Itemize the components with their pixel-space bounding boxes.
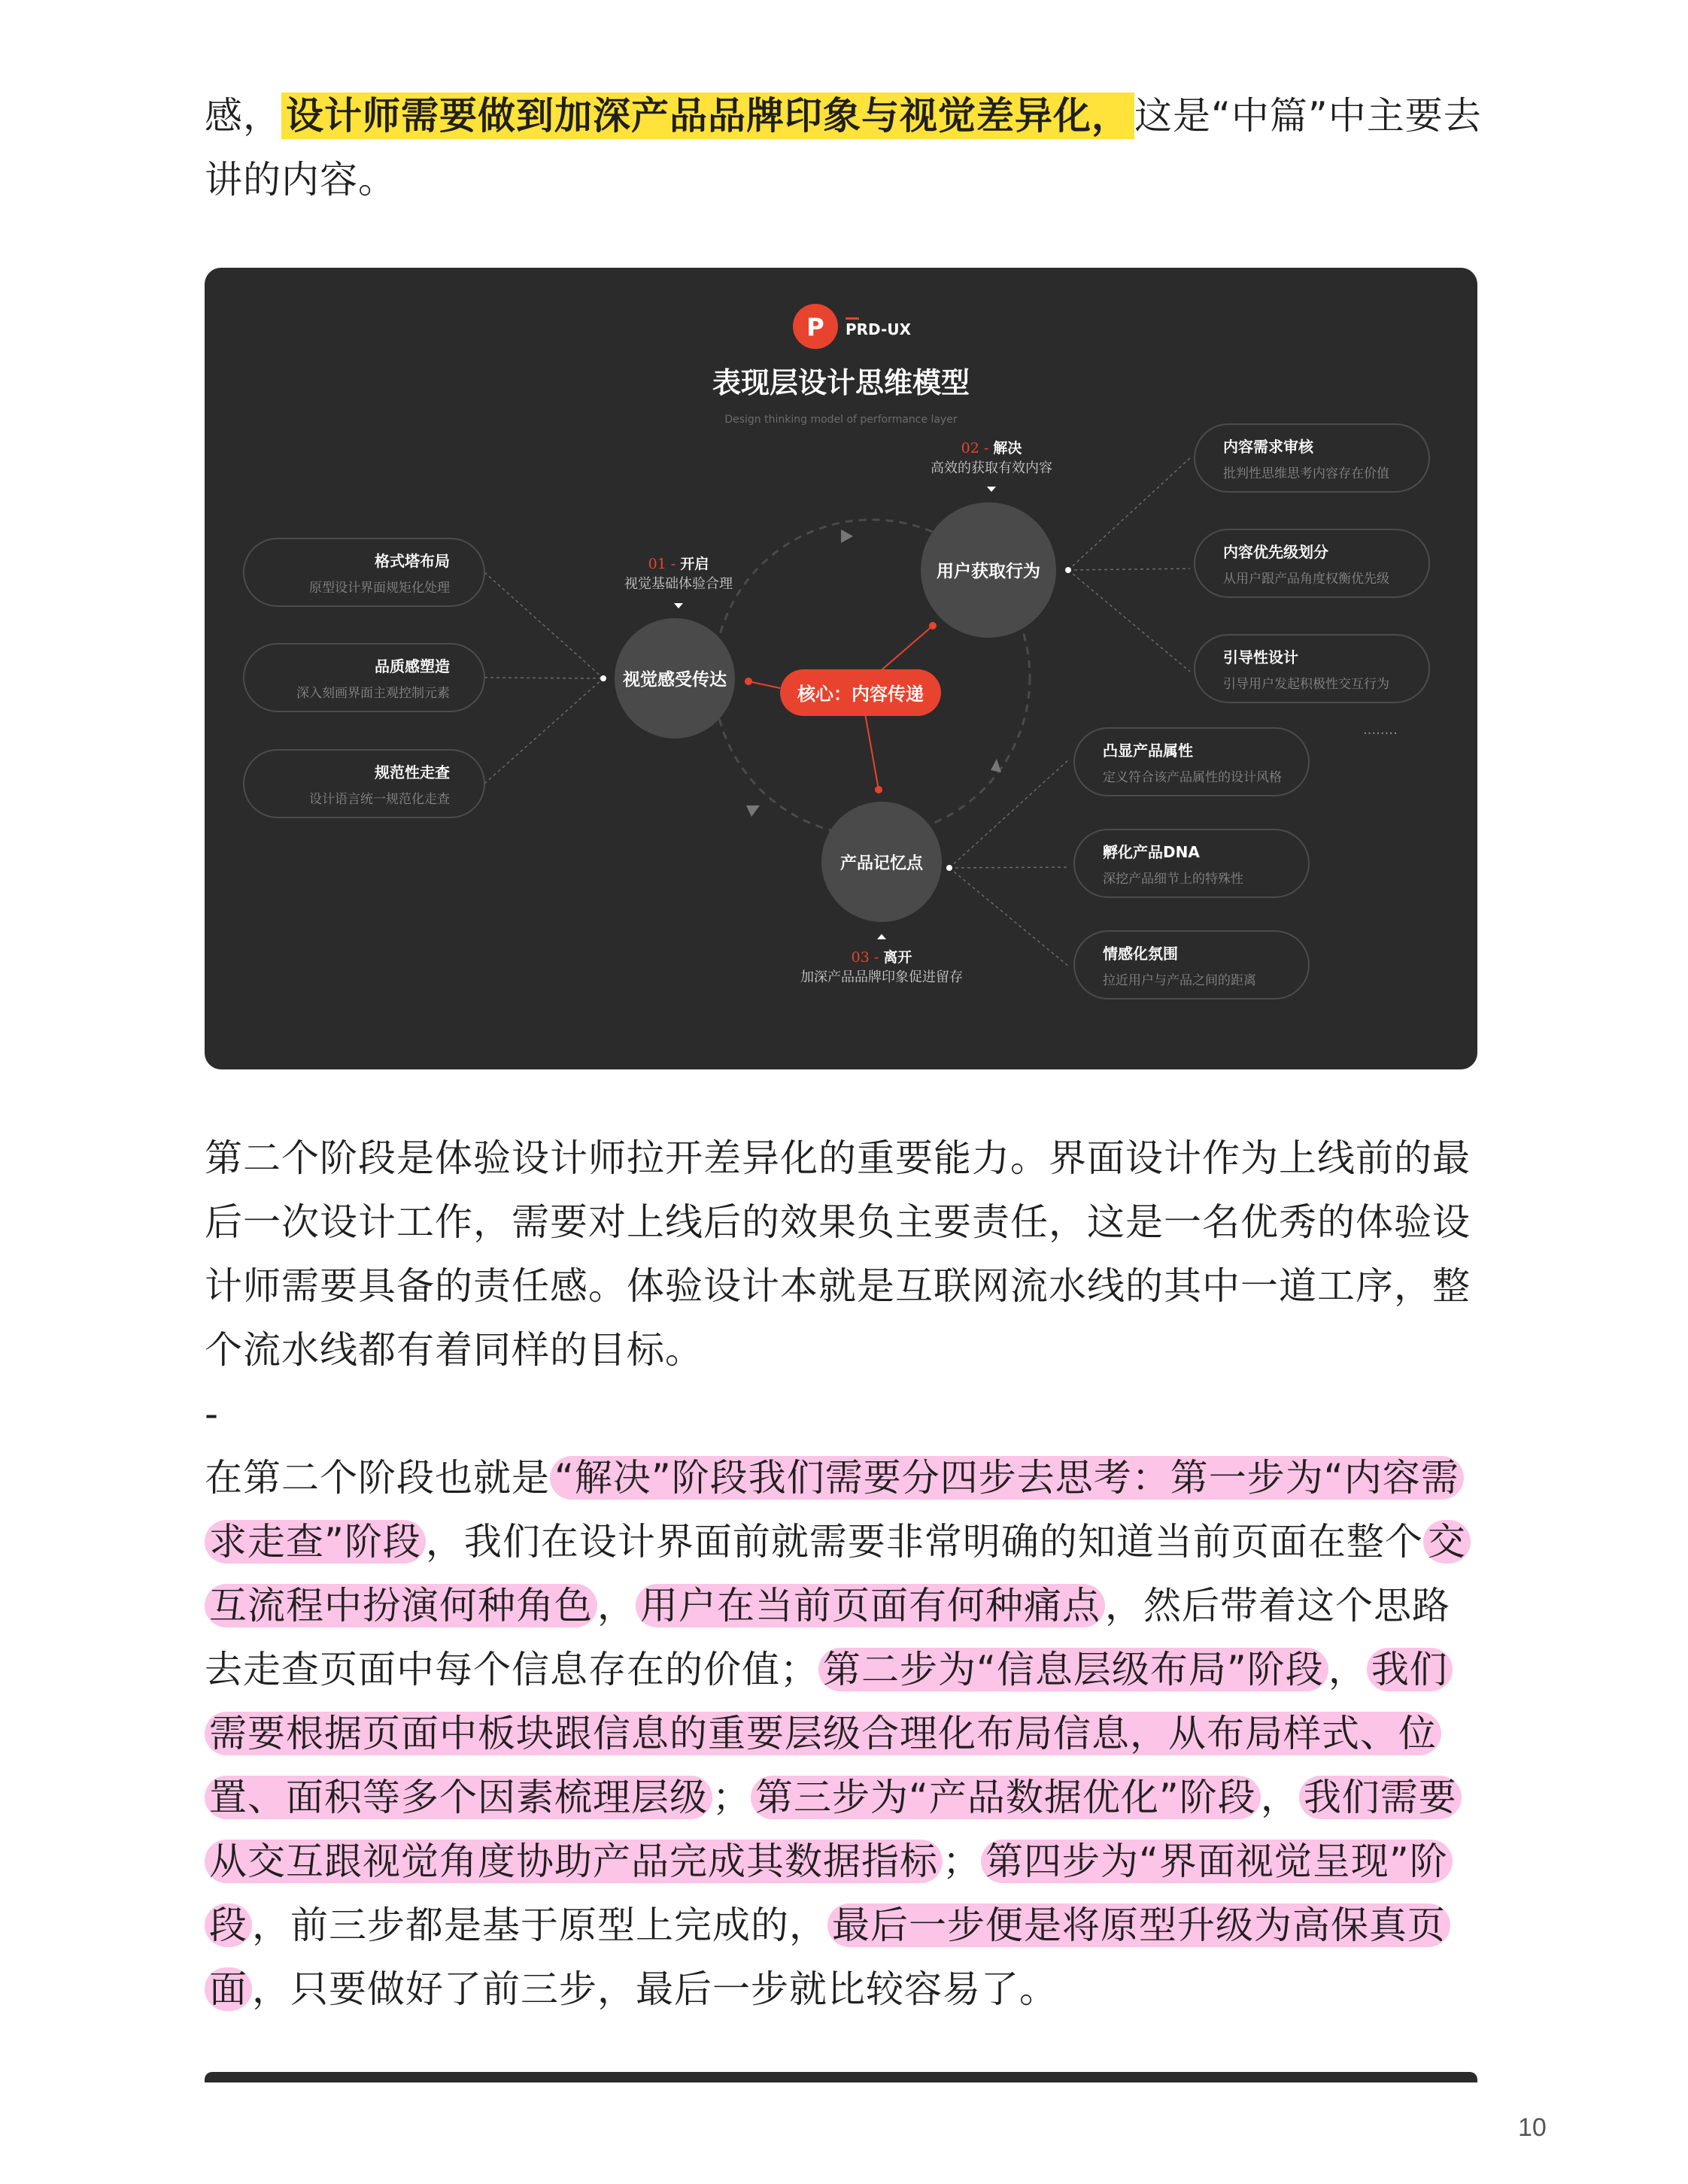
stage-2-down-arrow: [987, 487, 996, 492]
connector-dot: [1065, 567, 1071, 573]
svg-text:格式塔布局: 格式塔布局: [375, 552, 450, 570]
svg-text:凸显产品属性: 凸显产品属性: [1103, 742, 1193, 760]
page-number: 10: [1518, 2113, 1547, 2142]
link-left-1: [484, 572, 603, 678]
highlighted-segment: 用户在当前页面有何种痛点: [636, 1584, 1105, 1627]
stage-2-heading: 02 - 解决: [961, 440, 1022, 457]
text-segment: ，只要做好了前三步，最后一步就比较容易了。: [252, 1967, 1058, 2011]
highlighted-segment: 交互流程中扮演何种角色: [205, 1520, 1471, 1627]
stage-2-desc: 高效的获取有效内容: [931, 460, 1052, 476]
connector-dot: [745, 678, 752, 685]
svg-text:深入刻画界面主观控制元素: 深入刻画界面主观控制元素: [296, 686, 450, 701]
intro-prefix: 感，: [205, 94, 281, 138]
cycle-arrow-2: [991, 759, 1001, 772]
text-segment: ，然后带着这个思路去走查页面中每个信息存在的价值；: [205, 1584, 1450, 1691]
link-rb-1: [949, 759, 1070, 868]
cycle-arrow-1: [841, 529, 853, 543]
cycle-arrow-3: [746, 805, 760, 817]
link-rt-1: [1068, 458, 1190, 570]
right-bottom-card-1: [1074, 728, 1309, 796]
paragraph-3: [205, 1446, 1483, 2022]
intro-paragraph: [205, 84, 1483, 212]
link-left-3: [484, 678, 603, 784]
figure-subtitle: Design thinking model of performance layer: [724, 414, 958, 426]
svg-text:定义符合该产品属性的设计风格: 定义符合该产品属性的设计风格: [1103, 770, 1282, 785]
svg-text:引导用户发起积极性交互行为: 引导用户发起积极性交互行为: [1223, 677, 1389, 692]
svg-text:从用户跟产品角度权衡优先级: 从用户跟产品角度权衡优先级: [1223, 572, 1389, 587]
stage-1-heading: 01 - 开启: [648, 556, 709, 572]
stage-node-2-label: 用户获取行为: [937, 561, 1040, 581]
stage-1-down-arrow: [674, 603, 683, 608]
stage-3-heading: 03 - 离开: [851, 949, 912, 966]
highlighted-segment: 第四步为“界面视觉呈现”阶段: [205, 1840, 1453, 1947]
more-ellipsis: ........: [1363, 722, 1398, 738]
svg-text:孵化产品DNA: 孵化产品DNA: [1103, 843, 1200, 861]
text-segment: 在第二个阶段也就是: [205, 1456, 550, 1500]
text-segment: ，前三步都是基于原型上完成的，: [252, 1903, 827, 1947]
stage-3-desc: 加深产品品牌印象促进留存: [800, 969, 963, 985]
svg-text:规范性走查: 规范性走查: [375, 763, 450, 781]
connector-dot: [875, 786, 882, 793]
left-card-3: [244, 750, 484, 817]
text-segment: ，我们在设计界面前就需要非常明确的知道当前页面在整个: [425, 1520, 1423, 1564]
intro-suffix: 这是“中篇”中主要去讲的内容。: [205, 94, 1482, 202]
svg-text:深挖产品细节上的特殊性: 深挖产品细节上的特殊性: [1103, 872, 1243, 887]
dash-separator: -: [205, 1392, 220, 1436]
core-link-stage1: [748, 681, 780, 688]
connector-dot: [600, 675, 606, 681]
intro-highlight: 设计师需要做到加深产品品牌印象与视觉差异化，: [281, 93, 1134, 139]
core-label: 核心：内容传递: [797, 683, 924, 705]
svg-text:引导性设计: 引导性设计: [1223, 648, 1298, 666]
connector-dot: [929, 622, 937, 629]
right-bottom-card-3: [1074, 931, 1309, 999]
svg-text:设计语言统一规范化走查: 设计语言统一规范化走查: [309, 792, 450, 807]
highlighted-segment: “解决”阶段我们需要分四步去思考：第一步为“内容需求走查”阶段: [205, 1456, 1464, 1564]
stage-1-desc: 视觉基础体验合理: [624, 576, 733, 592]
text-segment: ；: [712, 1776, 751, 1819]
highlighted-segment: 我们需要根据页面中板块跟信息的重要层级合理化布局信息，从布局样式、位置、面积等多个因素梳理层级: [205, 1648, 1453, 1819]
svg-text:内容优先级划分: 内容优先级划分: [1223, 543, 1328, 561]
right-top-card-2: [1195, 529, 1429, 597]
highlighted-segment: 最后一步便是将原型升级为高保真页面: [205, 1903, 1450, 2011]
svg-text:情感化氛围: 情感化氛围: [1103, 945, 1178, 963]
text-segment: ；: [943, 1840, 981, 1883]
thinking-model-diagram: [205, 268, 1477, 1069]
stage-node-3-label: 产品记忆点: [839, 854, 924, 873]
paragraph-2: 第二个阶段是体验设计师拉开差异化的重要能力。界面设计作为上线前的最后一次设计工作，需要对上线后的效果负主要责任，这是一名优秀的体验设计师需要具备的责任感。体验设计本就是互联网流水线的其中一道工序，整个流水线都有着同样的目标。: [205, 1136, 1471, 1372]
thinking-model-figure: [205, 268, 1477, 1069]
text-segment: ，: [597, 1584, 636, 1627]
svg-text:拉近用户与产品之间的距离: 拉近用户与产品之间的距离: [1103, 973, 1256, 988]
svg-text:内容需求审核: 内容需求审核: [1223, 438, 1313, 456]
logo-text: PRD-UX: [846, 320, 911, 338]
link-rb-2: [949, 867, 1070, 868]
right-top-card-1: [1195, 424, 1429, 492]
connector-dot: [946, 865, 952, 871]
svg-text:品质感塑造: 品质感塑造: [375, 657, 450, 675]
right-top-card-3: [1195, 635, 1429, 702]
svg-text:批判性思维思考内容存在价值: 批判性思维思考内容存在价值: [1223, 466, 1389, 481]
highlighted-segment: 第三步为“产品数据优化”阶段: [751, 1776, 1261, 1819]
stage-node-1-label: 视觉感受传达: [623, 669, 727, 690]
left-card-2: [244, 644, 484, 711]
link-rt-2: [1068, 569, 1190, 570]
svg-text:原型设计界面规矩化处理: 原型设计界面规矩化处理: [309, 581, 450, 596]
highlighted-segment: 第二步为“信息层级布局”阶段: [818, 1648, 1328, 1691]
link-rt-3: [1068, 570, 1190, 672]
logo-letter: P: [806, 313, 824, 341]
right-bottom-card-2: [1074, 830, 1309, 897]
next-figure-edge: [205, 2072, 1477, 2082]
link-rb-3: [949, 868, 1070, 967]
left-card-1: [244, 538, 484, 606]
logo-mark: [846, 317, 859, 320]
figure-title: 表现层设计思维模型: [712, 366, 970, 399]
highlighted-segment: 我们需要从交互跟视觉角度协助产品完成其数据指标: [205, 1776, 1462, 1883]
text-segment: ，: [1260, 1776, 1299, 1819]
text-segment: ，: [1328, 1648, 1367, 1691]
stage-3-up-arrow: [877, 934, 886, 939]
